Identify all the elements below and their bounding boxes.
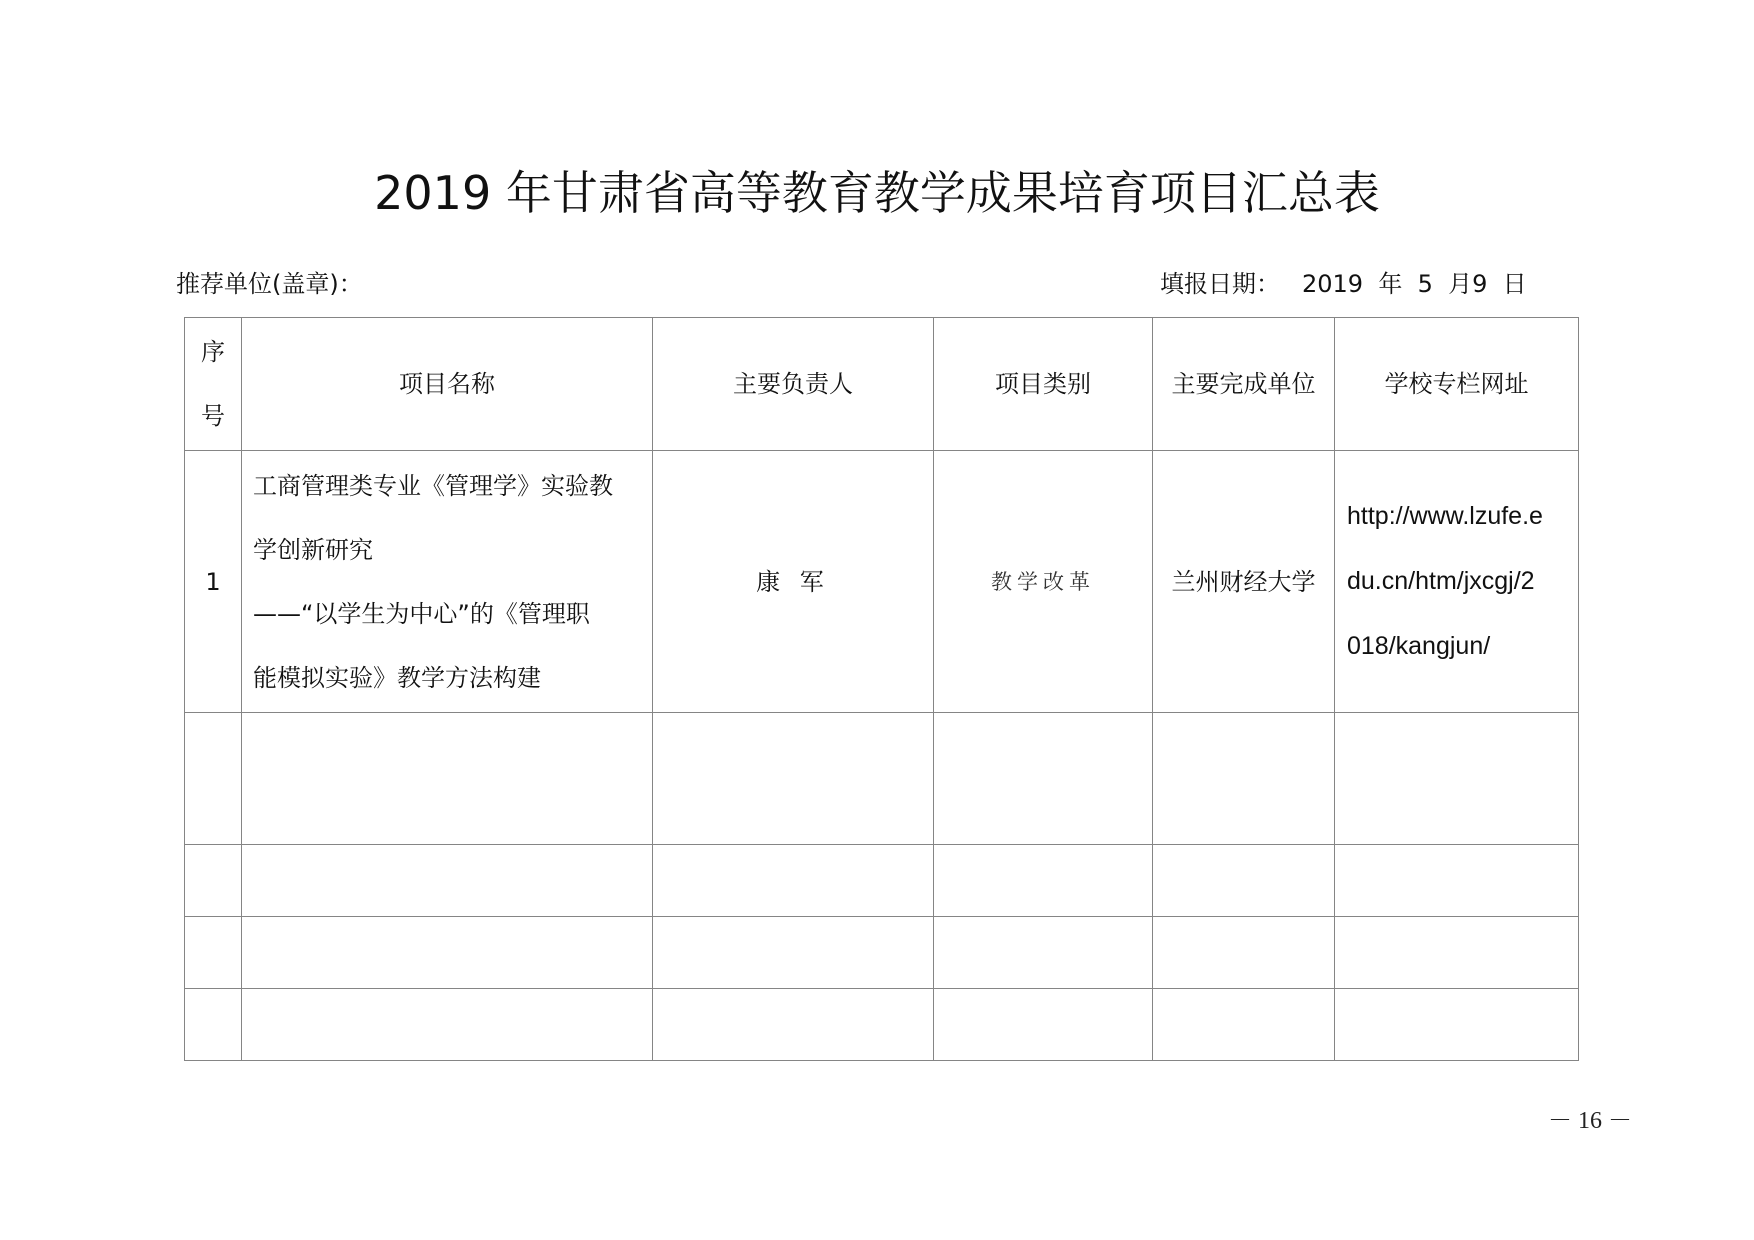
empty-cell xyxy=(653,989,934,1061)
url-line: http://www.lzufe.e xyxy=(1347,502,1543,530)
table-row-empty xyxy=(185,713,1579,845)
empty-cell xyxy=(1153,989,1335,1061)
cell-leader xyxy=(653,451,934,713)
empty-cell xyxy=(1335,917,1579,989)
empty-cell xyxy=(1335,713,1579,845)
cell-project-name xyxy=(242,451,653,713)
empty-cell xyxy=(1153,917,1335,989)
summary-table xyxy=(184,317,1579,1061)
empty-cell xyxy=(653,917,934,989)
empty-cell xyxy=(934,845,1153,917)
fill-date-label: 填报日期： xyxy=(1160,270,1280,298)
project-name-line: 能模拟实验》教学方法构建 xyxy=(253,663,541,692)
empty-cell xyxy=(1153,845,1335,917)
empty-cell xyxy=(1335,989,1579,1061)
fill-date-line xyxy=(1160,268,1527,300)
table-row-empty xyxy=(185,917,1579,989)
table-row-empty xyxy=(185,989,1579,1061)
empty-cell xyxy=(242,989,653,1061)
empty-cell xyxy=(934,713,1153,845)
cell-category xyxy=(934,451,1153,713)
empty-cell xyxy=(242,713,653,845)
empty-cell xyxy=(934,917,1153,989)
header-seq-line2: 号 xyxy=(201,402,225,430)
empty-cell xyxy=(242,845,653,917)
empty-cell xyxy=(934,989,1153,1061)
url-line: du.cn/htm/jxcgj/2 xyxy=(1347,567,1535,595)
page-number: － 16 － xyxy=(1548,1108,1632,1134)
recommender-label: 推荐单位(盖章)： xyxy=(176,270,363,298)
header-leader: 主要负责人 xyxy=(653,318,934,451)
leader-name: 康 军 xyxy=(756,567,830,596)
header-unit: 主要完成单位 xyxy=(1153,318,1335,451)
page-title: 2019 年甘肃省高等教育教学成果培育项目汇总表 xyxy=(374,166,1380,220)
cell-unit: 兰州财经大学 xyxy=(1153,451,1335,713)
header-seq xyxy=(185,318,242,451)
empty-cell xyxy=(185,713,242,845)
header-seq-line1: 序 xyxy=(201,338,225,366)
empty-cell xyxy=(653,713,934,845)
project-name-line: 工商管理类专业《管理学》实验教 xyxy=(253,471,613,500)
table-row-empty xyxy=(185,845,1579,917)
project-name-line: 学创新研究 xyxy=(253,535,373,564)
empty-cell xyxy=(185,917,242,989)
empty-cell xyxy=(1153,713,1335,845)
empty-cell xyxy=(185,989,242,1061)
project-name-line: ——“以学生为中心”的《管理职 xyxy=(253,599,590,628)
header-category: 项目类别 xyxy=(934,318,1153,451)
header-project-name: 项目名称 xyxy=(242,318,653,451)
fill-date-value: 2019 年 5 月9 日 xyxy=(1302,270,1527,298)
table-header-row xyxy=(185,318,1579,451)
empty-cell xyxy=(185,845,242,917)
empty-cell xyxy=(1335,845,1579,917)
cell-seq: 1 xyxy=(185,451,242,713)
empty-cell xyxy=(242,917,653,989)
category-text: 教学改革 xyxy=(991,570,1095,594)
header-url: 学校专栏网址 xyxy=(1335,318,1579,451)
cell-url xyxy=(1335,451,1579,713)
url-line: 018/kangjun/ xyxy=(1347,632,1491,660)
table-row xyxy=(185,451,1579,713)
empty-cell xyxy=(653,845,934,917)
